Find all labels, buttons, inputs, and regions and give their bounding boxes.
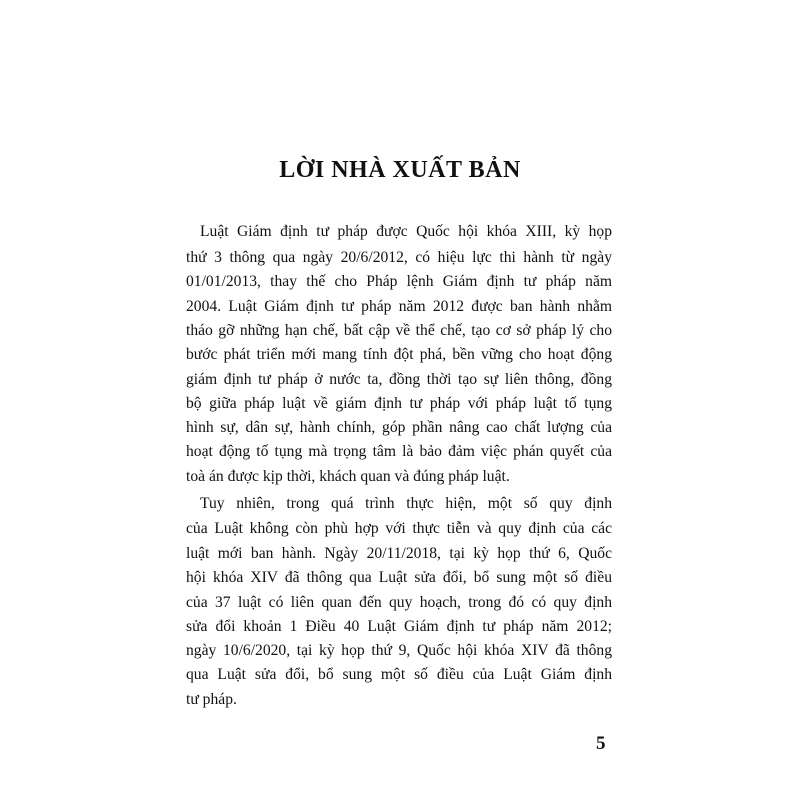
paragraph-1-line-6: bước phát triển mới mang tính đột phá, bền vững cho hoạt động bbox=[186, 346, 612, 363]
paragraph-2-line-3: luật mới ban hành. Ngày 20/11/2018, tại kỳ họp thứ 6, Quốc bbox=[186, 545, 612, 562]
paragraph-1-line-8: bộ giữa pháp luật về giám định tư pháp với pháp luật tố tụng bbox=[186, 395, 612, 412]
paragraph-2-line-8: qua Luật sửa đổi, bổ sung một số điều của Luật Giám định bbox=[186, 666, 612, 683]
page-number: 5 bbox=[596, 733, 606, 754]
paragraph-2-line-4: hội khóa XIV đã thông qua Luật sửa đổi, bổ sung một số điều bbox=[186, 569, 612, 586]
paragraph-2-line-6: sửa đổi khoản 1 Điều 40 Luật Giám định tư pháp năm 2012; bbox=[186, 618, 612, 635]
paragraph-1-line-5: tháo gỡ những hạn chế, bất cập về thể chế, tạo cơ sở pháp lý cho bbox=[186, 322, 612, 339]
paragraph-1-line-2: thứ 3 thông qua ngày 20/6/2012, có hiệu lực thi hành từ ngày bbox=[186, 249, 612, 266]
paragraph-1-line-4: 2004. Luật Giám định tư pháp năm 2012 được ban hành nhằm bbox=[186, 298, 612, 315]
paragraph-2-line-7: ngày 10/6/2020, tại kỳ họp thứ 9, Quốc hội khóa XIV đã thông bbox=[186, 642, 612, 659]
paragraph-1-line-10: hoạt động tố tụng mà trọng tâm là bảo đảm việc phán quyết của bbox=[186, 443, 612, 460]
page-title: LỜI NHÀ XUẤT BẢN bbox=[279, 157, 521, 183]
paragraph-1-line-3: 01/01/2013, thay thế cho Pháp lệnh Giám định tư pháp năm bbox=[186, 273, 612, 290]
paragraph-1-line-7: giám định tư pháp ở nước ta, đồng thời tạo sự liên thông, đồng bbox=[186, 371, 612, 388]
paragraph-2-line-2: của Luật không còn phù hợp với thực tiễn và quy định của các bbox=[186, 520, 612, 537]
paragraph-1-line-1: Luật Giám định tư pháp được Quốc hội khóa XIII, kỳ họp bbox=[200, 223, 612, 240]
paragraph-1-line-11: toà án được kịp thời, khách quan và đúng pháp luật. bbox=[186, 468, 510, 485]
paragraph-1-line-9: hình sự, dân sự, hành chính, góp phần nâng cao chất lượng của bbox=[186, 419, 612, 436]
paragraph-2-line-1: Tuy nhiên, trong quá trình thực hiện, một số quy định bbox=[200, 495, 612, 512]
paragraph-2-line-5: của 37 luật có liên quan đến quy hoạch, trong đó có quy định bbox=[186, 594, 612, 611]
paragraph-2-line-9: tư pháp. bbox=[186, 691, 237, 708]
